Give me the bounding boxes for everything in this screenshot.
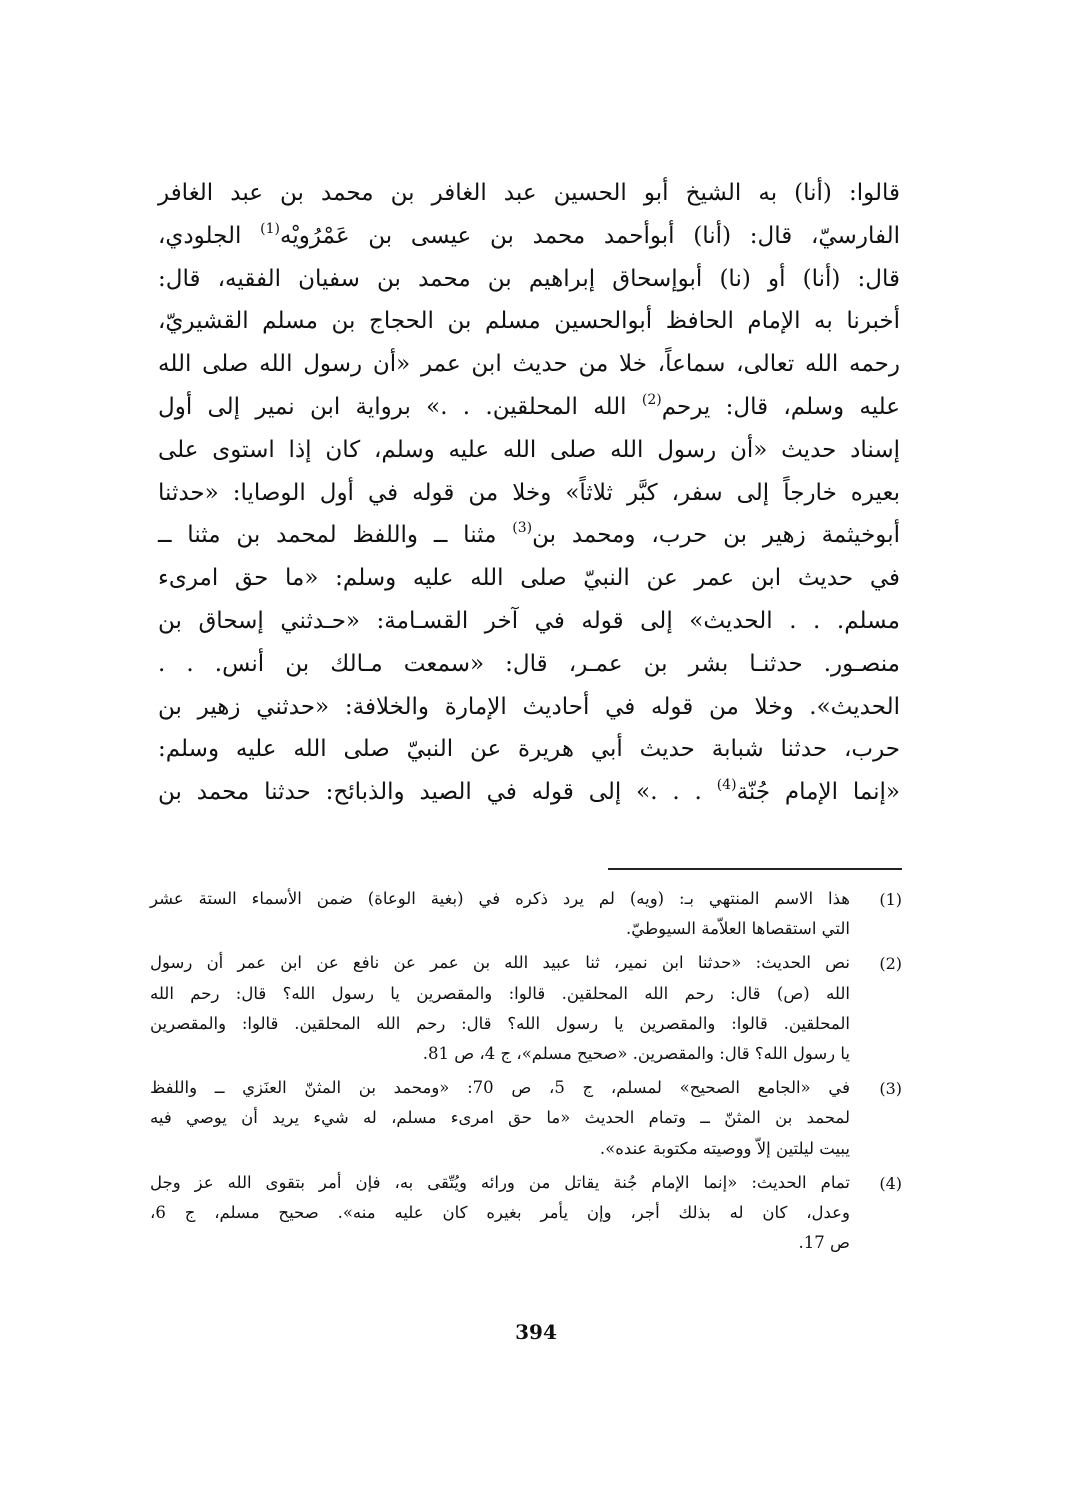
footnote-number-label: (1)	[879, 890, 902, 909]
main-text-line: حرب، حدثنا شبابة حديث أبي هريرة عن النبيّ صلى الله عليه وسلم:	[158, 736, 900, 763]
main-body-text	[158, 172, 900, 814]
main-text-line: مسلم. . . الحديث» إلى قوله في آخر القسـامة: «حـدثني إسحاق بن	[158, 607, 900, 634]
footnote-marker: (4)	[716, 777, 737, 794]
footnote-line: المحلقين. قالوا: والمقصرين يا رسول الله؟ قال: رحم الله المحلقين. قالوا: والمقصرين	[150, 1013, 850, 1033]
main-text-line: «إنما الإمام جُنّة$^{(4)}$ . . .» إلى قوله في الصيد والذبائح: حدثنا محمد بن	[158, 777, 900, 806]
footnote-number-label: (2)	[879, 954, 902, 974]
footnote-number	[850, 1168, 902, 1259]
footnote-item	[150, 948, 902, 1069]
footnote-text	[150, 1168, 850, 1259]
main-text-line: قالوا: (أنا) به الشيخ أبو الحسين عبد الغافر بن محمد بن عبد الغافر	[158, 180, 900, 206]
footnote-line: لمحمد بن المثنّ ــ وتمام الحديث «ما حق امرىء مسلم، له شيء يريد أن يوصي فيه	[150, 1108, 850, 1128]
main-text-line: الفارسيّ، قال: (أنا) أبوأحمد محمد بن عيسى بن عَمْرُويْه$^{(1)}$ الجلودي،	[158, 220, 900, 249]
footnote-line: وعدل، كان له بذلك أجر، وإن يأمر بغيره كان عليه منه». صحيح مسلم، ج 6،	[150, 1203, 850, 1223]
main-text-line: قال: (أنا) أو (نا) أبوإسحاق إبراهيم بن محمد بن سفيان الفقيه، قال:	[158, 265, 900, 292]
footnote-line: نص الحديث: «حدثنا ابن نمير، ثنا عبيد الله بن عمر عن نافع عن ابن عمر أن رسول	[150, 953, 850, 973]
footnote-number-label: (4)	[879, 1173, 902, 1193]
main-text-line: بعيره خارجاً إلى سفر، كبَّر ثلاثاً» وخلا من قوله في أول الوصايا: «حدثنا	[158, 479, 900, 506]
footnote-text	[150, 1073, 850, 1164]
main-text-line: منصـور. حدثنـا بشر بن عمـر، قال: «سمعت مـالك بن أنس. . .	[158, 650, 900, 677]
footnote-line: ص 17.	[798, 1233, 850, 1253]
footnote-marker: (2)	[641, 391, 662, 408]
main-text-line: أبوخيثمة زهير بن حرب، ومحمد بن$^{(3)}$ مثنا ــ واللفظ لمحمد بن مثنا ــ	[158, 520, 900, 549]
footnote-number	[850, 1073, 902, 1164]
footnote-line: يا رسول الله؟ قال: والمقصرين. «صحيح مسلم»، ج 4، ص 81.	[422, 1044, 850, 1064]
footnote-line: تمام الحديث: «إنما الإمام جُنة يقاتل من ورائه ويُتّقى به، فإن أمر بتقوى الله عز وجل	[150, 1172, 850, 1192]
footnote-item	[150, 1073, 902, 1164]
main-text-line: الحديث». وخلا من قوله في أحاديث الإمارة والخلافة: «حدثني زهير بن	[158, 693, 900, 720]
footnote-separator	[608, 868, 902, 870]
main-text-line: رحمه الله تعالى، سماعاً، خلا من حديث ابن عمر «أن رسول الله صلى الله	[158, 351, 900, 378]
main-text-line: عليه وسلم، قال: يرحم$^{(2)}$ الله المحلقين. . .» برواية ابن نمير إلى أول	[158, 391, 900, 420]
footnote-text	[150, 884, 850, 944]
footnote-item	[150, 884, 902, 944]
footnote-number	[850, 884, 902, 944]
footnote-line: يبيت ليلتين إلاّ ووصيته مكتوبة عنده».	[599, 1138, 850, 1158]
footnote-marker: (3)	[512, 520, 533, 537]
footnote-number	[850, 948, 902, 1069]
footnote-line: في «الجامع الصحيح» لمسلم، ج 5، ص 70: «ومحمد بن المثنّ العنَزي ــ واللفظ	[150, 1078, 850, 1098]
footnote-number-label: (3)	[879, 1079, 902, 1099]
footnote-item	[150, 1168, 902, 1259]
footnote-line: التي استقصاها العلاّمة السيوطيّ.	[626, 919, 850, 939]
footnotes-section	[150, 884, 902, 1262]
main-text-line: في حديث ابن عمر عن النبيّ صلى الله عليه وسلم: «ما حق امرىء	[158, 565, 900, 592]
main-text-line: إسناد حديث «أن رسول الله صلى الله عليه وسلم، كان إذا استوى على	[158, 436, 900, 463]
footnote-text	[150, 948, 850, 1069]
footnote-marker: (1)	[260, 220, 280, 237]
footnote-line: الله (ص) قال: رحم الله المحلقين. قالوا: والمقصرين يا رسول الله؟ قال: رحم الله	[150, 983, 850, 1003]
main-text-line: أخبرنا به الإمام الحافظ أبوالحسين مسلم بن الحجاج بن مسلم القشيريّ،	[158, 308, 900, 335]
page-number: 394	[515, 1320, 557, 1344]
footnote-line: هذا الاسم المنتهي بـ: (ويه) لم يرد ذكره في (بغية الوعاة) ضمن الأسماء الستة عشر	[150, 889, 850, 908]
